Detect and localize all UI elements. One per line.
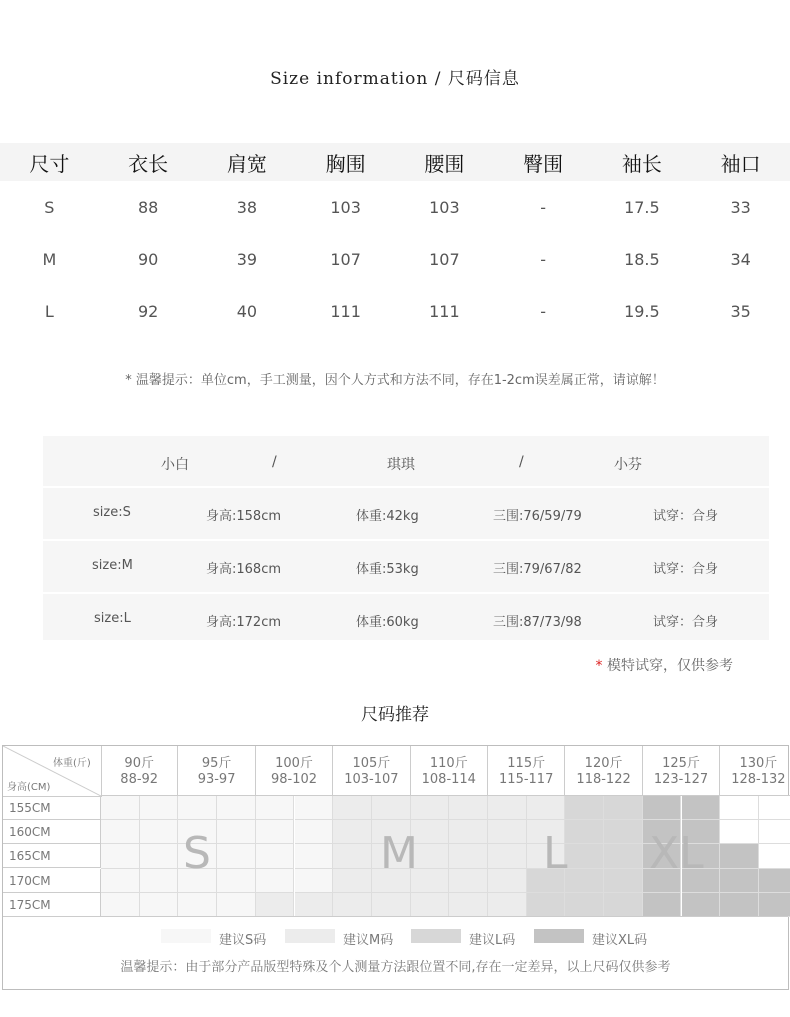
grid-cell xyxy=(101,893,140,917)
model-measurements: 三围:79/67/82 xyxy=(493,562,582,577)
recommend-title: 尺码推荐 xyxy=(361,705,429,725)
model-name: 小白 xyxy=(161,457,189,473)
grid-cell xyxy=(643,796,682,820)
measurement-note: * 温馨提示：单位cm，手工测量，因个人方式和方法不同，存在1-2cm误差属正常，请谅解！ xyxy=(125,373,665,388)
grid-cell xyxy=(682,796,721,820)
model-row xyxy=(43,486,769,539)
grid-cell xyxy=(333,844,372,868)
size-table xyxy=(0,143,790,337)
grid-cell xyxy=(101,820,140,844)
header-cell: 腰围 xyxy=(424,151,465,176)
table-cell: M xyxy=(42,249,57,269)
weight-range: 93-97 xyxy=(197,772,236,787)
weight-jin: 110斤 xyxy=(429,756,468,771)
grid-cell xyxy=(759,893,790,917)
weight-column-header xyxy=(643,746,720,796)
table-cell: 90 xyxy=(137,249,159,269)
model-note-text: 模特试穿，仅供参考 xyxy=(602,658,733,674)
height-row-header: 165CM xyxy=(3,844,101,868)
grid-cell xyxy=(682,893,721,917)
height-row-header: 155CM xyxy=(3,796,101,820)
table-cell: 88 xyxy=(137,197,159,217)
grid-cell xyxy=(720,893,759,917)
weight-jin: 100斤 xyxy=(275,756,313,771)
grid-cell xyxy=(488,796,527,820)
grid-cell xyxy=(449,796,488,820)
grid-cell xyxy=(256,869,295,893)
table-cell: - xyxy=(540,197,547,217)
table-cell: - xyxy=(540,301,547,321)
table-cell: 35 xyxy=(730,301,751,321)
model-size: size:L xyxy=(94,611,131,626)
grid-cell xyxy=(449,869,488,893)
weight-jin: 105斤 xyxy=(352,756,391,771)
grid-cell xyxy=(565,893,604,917)
grid-cell xyxy=(295,869,334,893)
table-cell: 107 xyxy=(429,249,460,269)
weight-range: 118-122 xyxy=(576,772,631,787)
table-cell: 111 xyxy=(330,301,361,321)
model-fit: 试穿：合身 xyxy=(653,509,719,524)
grid-cell xyxy=(140,820,179,844)
size-table-header xyxy=(0,143,790,181)
model-note xyxy=(0,655,733,675)
grid-cell xyxy=(565,844,604,868)
grid-cell xyxy=(140,893,179,917)
grid-cell xyxy=(333,796,372,820)
grid-cell xyxy=(759,869,790,893)
grid-cell xyxy=(101,844,140,868)
grid-cell xyxy=(178,796,217,820)
legend-swatch-xl xyxy=(534,929,584,943)
grid-cell xyxy=(604,820,643,844)
table-cell: 111 xyxy=(429,301,460,321)
weight-jin: 95斤 xyxy=(201,756,232,771)
grid-cell xyxy=(256,893,295,917)
model-weight: 体重:42kg xyxy=(356,509,419,524)
model-size: size:M xyxy=(92,558,133,573)
model-weight: 体重:60kg xyxy=(356,615,419,630)
grid-cell xyxy=(604,844,643,868)
model-row xyxy=(43,592,769,645)
table-cell: L xyxy=(44,301,54,321)
grid-cell xyxy=(333,820,372,844)
grid-corner xyxy=(3,746,102,797)
model-size: size:S xyxy=(93,505,131,520)
weight-column-header xyxy=(411,746,488,796)
weight-column-header xyxy=(488,746,565,796)
weight-column-header xyxy=(720,746,790,796)
grid-cell xyxy=(488,844,527,868)
grid-divider xyxy=(3,916,788,917)
model-names xyxy=(43,436,769,486)
weight-column-header xyxy=(333,746,410,796)
header-cell: 袖口 xyxy=(720,151,761,176)
grid-cell xyxy=(333,869,372,893)
header-cell: 臀围 xyxy=(523,151,564,176)
grid-cell xyxy=(411,893,450,917)
weight-jin: 90斤 xyxy=(124,756,154,771)
grid-cell xyxy=(217,844,256,868)
model-height: 身高:172cm xyxy=(206,615,282,630)
legend-label-s: 建议S码 xyxy=(219,933,267,948)
name-separator: / xyxy=(272,454,277,470)
size-recommend-grid xyxy=(2,745,789,990)
grid-cell xyxy=(217,796,256,820)
table-row xyxy=(0,285,790,337)
weight-range: 88-92 xyxy=(120,772,159,787)
weight-jin: 115斤 xyxy=(507,756,546,771)
weight-column-header xyxy=(178,746,255,796)
table-cell: 107 xyxy=(330,249,361,269)
grid-cell xyxy=(411,796,450,820)
table-cell: 92 xyxy=(137,301,159,321)
grid-cell xyxy=(217,869,256,893)
table-cell: 33 xyxy=(730,197,751,217)
name-separator: / xyxy=(519,454,524,470)
header-cell: 尺寸 xyxy=(29,151,70,176)
grid-cell xyxy=(759,844,790,868)
grid-cell xyxy=(604,796,643,820)
grid-cell xyxy=(101,869,140,893)
table-cell: 18.5 xyxy=(624,249,660,269)
header-cell: 袖长 xyxy=(621,151,662,176)
grid-cell xyxy=(372,893,411,917)
weight-column-header xyxy=(256,746,333,796)
model-height: 身高:168cm xyxy=(206,562,282,577)
weight-axis-label: 体重(斤) xyxy=(53,758,91,769)
grid-cell xyxy=(720,796,759,820)
model-height: 身高:158cm xyxy=(206,509,282,524)
model-fit: 试穿：合身 xyxy=(653,615,719,630)
table-cell: - xyxy=(540,249,547,269)
weight-range: 128-132 xyxy=(731,772,786,787)
table-cell: S xyxy=(44,197,55,217)
table-cell: 103 xyxy=(429,197,460,217)
header-cell: 衣长 xyxy=(128,151,169,176)
grid-cell xyxy=(295,820,334,844)
grid-cell xyxy=(720,844,759,868)
model-name: 小芬 xyxy=(614,457,642,473)
legend-swatch-s xyxy=(161,929,211,943)
header-cell: 胸围 xyxy=(325,151,366,176)
grid-cell xyxy=(565,820,604,844)
grid-cell xyxy=(604,869,643,893)
size-label-m: M xyxy=(380,828,418,879)
grid-cell xyxy=(333,893,372,917)
weight-range: 98-102 xyxy=(270,772,318,787)
model-info-box xyxy=(43,436,769,640)
weight-range: 108-114 xyxy=(421,772,476,787)
weight-range: 115-117 xyxy=(499,772,554,787)
size-label-xl: XL xyxy=(649,828,704,879)
model-measurements: 三围:87/73/98 xyxy=(493,615,582,630)
grid-cell xyxy=(488,893,527,917)
grid-cell xyxy=(295,893,334,917)
model-weight: 体重:53kg xyxy=(356,562,419,577)
weight-jin: 125斤 xyxy=(662,756,700,771)
height-row-header: 170CM xyxy=(3,869,101,893)
grid-cell xyxy=(256,796,295,820)
grid-cell xyxy=(565,869,604,893)
height-axis-label: 身高(CM) xyxy=(7,782,51,793)
grid-cell xyxy=(256,820,295,844)
legend-label-xl: 建议XL码 xyxy=(592,933,648,948)
grid-cell xyxy=(449,844,488,868)
legend-label-l: 建议L码 xyxy=(469,933,516,948)
model-name: 琪琪 xyxy=(387,457,415,473)
table-cell: 34 xyxy=(730,249,751,269)
recommend-note: 温馨提示：由于部分产品版型特殊及个人测量方法跟位置不同,存在一定差异，以上尺码仅供参考 xyxy=(120,960,671,975)
grid-cell xyxy=(565,796,604,820)
weight-range: 103-107 xyxy=(344,772,399,787)
grid-cell xyxy=(527,893,566,917)
table-cell: 39 xyxy=(236,249,258,269)
grid-cell xyxy=(140,869,179,893)
asterisk: * xyxy=(595,658,603,674)
grid-cell xyxy=(256,844,295,868)
legend-swatch-m xyxy=(285,929,335,943)
grid-cell xyxy=(759,796,790,820)
table-cell: 17.5 xyxy=(624,197,660,217)
grid-cell xyxy=(488,869,527,893)
model-fit: 试穿：合身 xyxy=(653,562,719,577)
grid-cell xyxy=(295,844,334,868)
grid-cell xyxy=(101,796,140,820)
grid-cell xyxy=(449,820,488,844)
grid-cell xyxy=(449,893,488,917)
size-label-l: L xyxy=(543,828,568,879)
model-row xyxy=(43,539,769,592)
grid-cell xyxy=(217,893,256,917)
legend-swatch-l xyxy=(411,929,461,943)
grid-cell xyxy=(488,820,527,844)
table-row xyxy=(0,181,790,233)
grid-cell xyxy=(527,796,566,820)
weight-column-header xyxy=(565,746,642,796)
weight-column-header xyxy=(101,746,178,796)
grid-cell xyxy=(604,893,643,917)
grid-cell xyxy=(217,820,256,844)
grid-cell xyxy=(720,820,759,844)
grid-cell xyxy=(295,796,334,820)
page-title: Size information / 尺码信息 xyxy=(270,69,520,89)
table-cell: 40 xyxy=(236,301,258,321)
header-cell: 肩宽 xyxy=(226,151,267,176)
weight-jin: 130斤 xyxy=(739,756,778,771)
table-cell: 19.5 xyxy=(624,301,660,321)
grid-cell xyxy=(643,893,682,917)
grid-cell xyxy=(178,893,217,917)
weight-jin: 120斤 xyxy=(584,756,623,771)
grid-cell xyxy=(140,796,179,820)
model-measurements: 三围:76/59/79 xyxy=(493,509,582,524)
weight-range: 123-127 xyxy=(653,772,709,787)
grid-cell xyxy=(372,796,411,820)
legend-label-m: 建议M码 xyxy=(343,933,394,948)
height-row-header: 175CM xyxy=(3,893,101,917)
table-row xyxy=(0,233,790,285)
height-row-header: 160CM xyxy=(3,820,101,844)
grid-cell xyxy=(759,820,790,844)
table-cell: 38 xyxy=(236,197,258,217)
grid-cell xyxy=(140,844,179,868)
grid-cell xyxy=(720,869,759,893)
size-label-s: S xyxy=(183,828,211,879)
table-cell: 103 xyxy=(330,197,361,217)
